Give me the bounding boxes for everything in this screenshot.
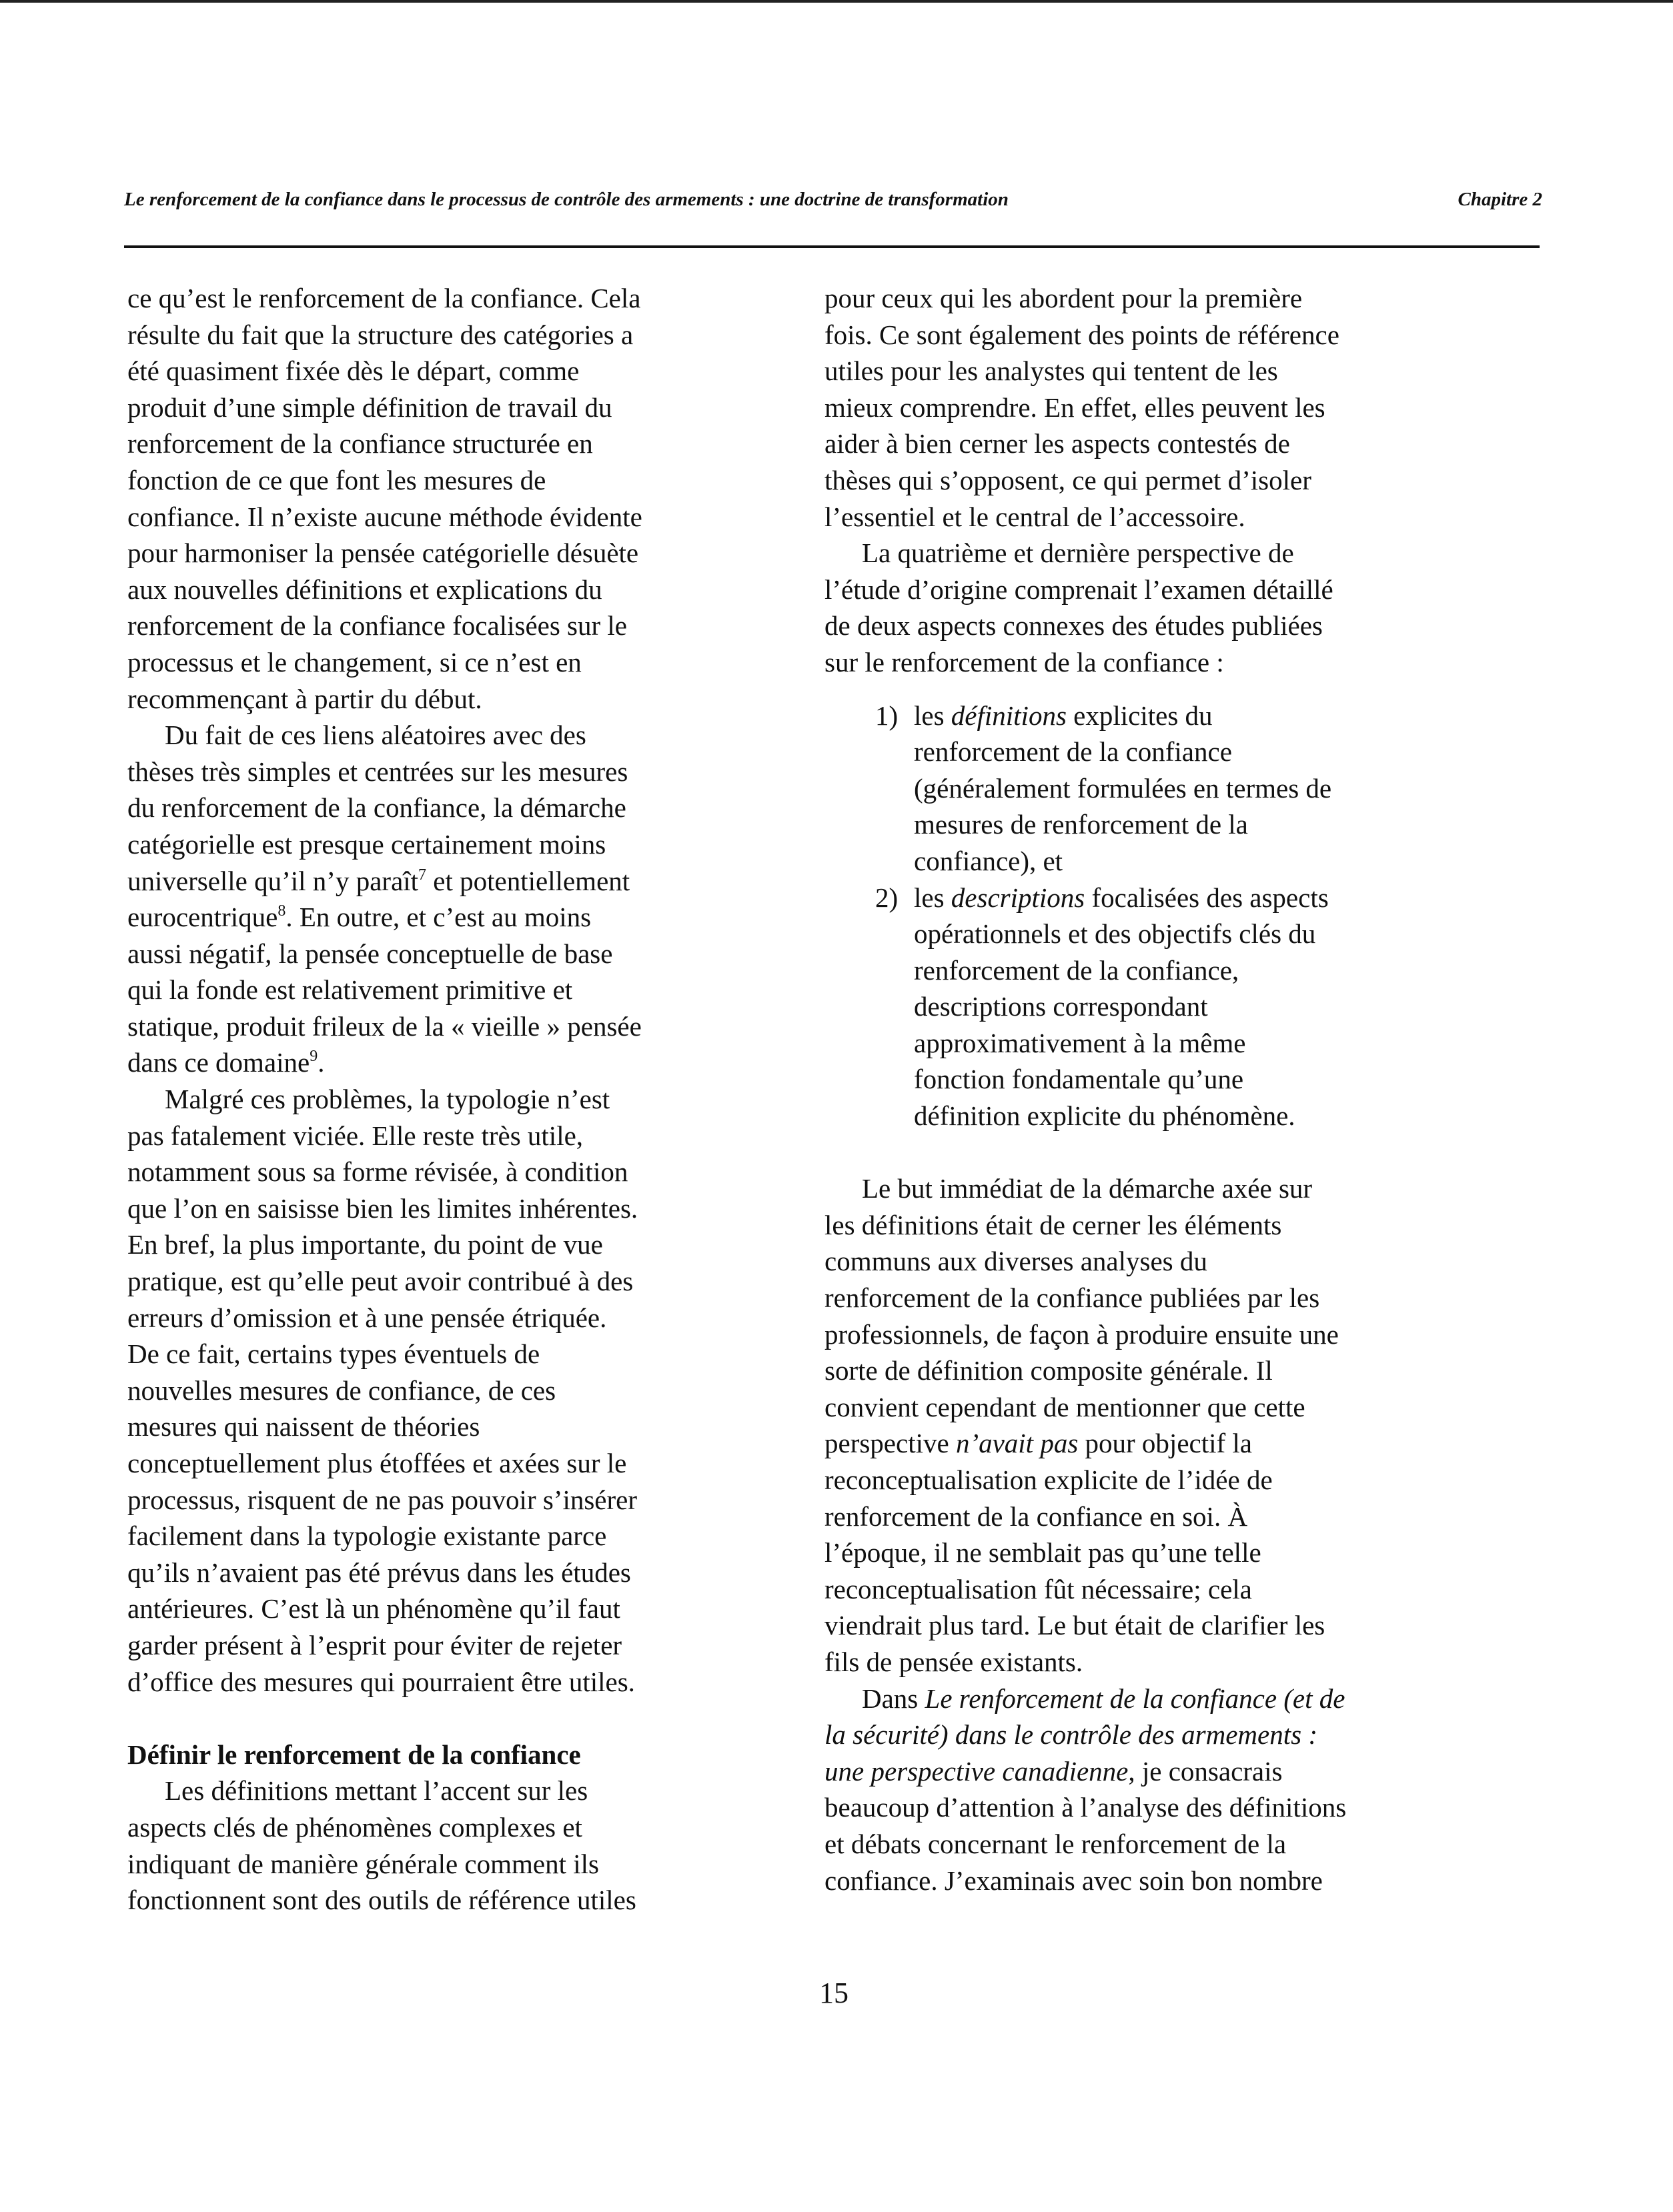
text-line: mesures de renforcement de la: [914, 809, 1248, 840]
text-line: convient cependant de mentionner que cette: [824, 1391, 1305, 1422]
spacer: [127, 1700, 734, 1737]
text-line: ce qu’est le renforcement de la confiance. Cela: [127, 283, 641, 313]
text-span: pour objectif la: [1078, 1428, 1252, 1459]
text-line: fois. Ce sont également des points de référence: [824, 319, 1339, 350]
text-line: résulte du fait que la structure des catégories a: [127, 319, 634, 350]
text-line: antérieures. C’est là un phénomène qu’il faut: [127, 1593, 620, 1624]
paragraph: [127, 280, 734, 717]
text-line: confiance. J’examinais avec soin bon nombre: [824, 1865, 1323, 1896]
text-line: été quasiment fixée dès le départ, comme: [127, 355, 580, 387]
list-item: [824, 880, 1452, 1134]
text-span: eurocentrique: [127, 902, 278, 933]
text-span: universelle qu’il n’y paraît: [127, 865, 419, 896]
text-line: sorte de définition composite générale. Il: [824, 1355, 1273, 1386]
text-line: descriptions correspondant: [914, 991, 1208, 1022]
running-header-title: Le renforcement de la confiance dans le processus de contrôle des armements : une doctrine de transformation: [124, 189, 1009, 210]
text-line: Malgré ces problèmes, la typologie n’est: [165, 1084, 610, 1115]
text-line: [914, 698, 1452, 734]
emphasis: une perspective canadienne: [824, 1755, 1129, 1787]
text-line: recommençant à partir du début.: [127, 683, 482, 714]
text-line: [127, 899, 734, 936]
text-line: aux nouvelles définitions et explications du: [127, 574, 602, 605]
scan-edge-line: [0, 0, 1673, 3]
text-line: l’essentiel et le central de l’accessoire.: [824, 501, 1245, 532]
running-header: [124, 185, 1540, 218]
text-line: sur le renforcement de la confiance :: [824, 646, 1224, 678]
text-line: fonction fondamentale qu’une: [914, 1064, 1244, 1095]
paragraph: [127, 717, 734, 1081]
text-line: fils de pensée existants.: [824, 1646, 1083, 1677]
paragraph: [824, 280, 1452, 535]
paragraph: [824, 535, 1452, 680]
header-rule: [124, 245, 1540, 248]
text-line: renforcement de la confiance publiées par les: [824, 1282, 1320, 1314]
text-line: facilement dans la typologie existante parce: [127, 1520, 607, 1552]
text-line: pour ceux qui les abordent pour la première: [824, 283, 1303, 313]
spacer: [824, 1134, 1452, 1171]
text-line: renforcement de la confiance en soi. À: [824, 1500, 1248, 1532]
text-line: pour harmoniser la pensée catégorielle désuète: [127, 537, 639, 569]
text-span: . En outre, et c’est au moins: [286, 902, 592, 933]
text-line: Les définitions mettant l’accent sur les: [165, 1775, 588, 1807]
text-line: confiance. Il n’existe aucune méthode évidente: [127, 501, 642, 532]
text-line: [824, 1681, 1452, 1717]
text-line: produit d’une simple définition de travail du: [127, 391, 612, 423]
text-line: processus, risquent de ne pas pouvoir s’insérer: [127, 1484, 638, 1515]
left-column: [127, 280, 734, 1919]
text-line: renforcement de la confiance,: [914, 954, 1239, 986]
emphasis: la sécurité) dans le contrôle des armements :: [824, 1719, 1317, 1751]
text-line: notamment sous sa forme révisée, à condition: [127, 1156, 628, 1188]
text-span: et potentiellement: [426, 865, 630, 896]
text-line: d’office des mesures qui pourraient être utiles.: [127, 1666, 635, 1697]
emphasis: définitions: [951, 700, 1067, 731]
paragraph: [127, 1081, 734, 1700]
text-line: renforcement de la confiance focalisées sur le: [127, 610, 627, 642]
list-number: 1): [875, 700, 899, 731]
text-line: communs aux diverses analyses du: [824, 1246, 1207, 1277]
text-span: dans ce domaine: [127, 1047, 310, 1078]
text-span: les: [914, 700, 951, 731]
text-line: les définitions était de cerner les éléments: [824, 1209, 1282, 1240]
text-line: confiance), et: [914, 845, 1063, 876]
text-line: pratique, est qu’elle peut avoir contribué à des: [127, 1266, 634, 1297]
text-line: pas fatalement viciée. Elle reste très utile,: [127, 1120, 584, 1151]
text-line: viendrait plus tard. Le but était de clarifier les: [824, 1610, 1325, 1641]
text-line: définition explicite du phénomène.: [914, 1100, 1295, 1132]
text-line: thèses très simples et centrées sur les mesures: [127, 756, 628, 787]
text-line: de deux aspects connexes des études publiées: [824, 610, 1323, 642]
text-line: statique, produit frileux de la « vieille » pensée: [127, 1010, 642, 1042]
text-line: mieux comprendre. En effet, elles peuvent les: [824, 391, 1325, 423]
text-line: l’étude d’origine comprenait l’examen détaillé: [824, 574, 1333, 605]
text-line: Du fait de ces liens aléatoires avec des: [165, 720, 586, 751]
text-span: Dans: [862, 1683, 925, 1714]
text-line: qu’ils n’avaient pas été prévus dans les études: [127, 1556, 631, 1588]
text-line: [914, 880, 1452, 916]
text-line: En bref, la plus importante, du point de vue: [127, 1229, 603, 1260]
text-line: qui la fonde est relativement primitive et: [127, 974, 573, 1006]
text-line: fonction de ce que font les mesures de: [127, 464, 546, 495]
text-line: du renforcement de la confiance, la démarche: [127, 792, 626, 824]
text-line: processus et le changement, si ce n’est en: [127, 646, 582, 678]
text-line: opérationnels et des objectifs clés du: [914, 918, 1316, 950]
text-span: focalisées des aspects: [1085, 882, 1329, 913]
text-line: aider à bien cerner les aspects contestés de: [824, 428, 1290, 459]
text-line: indiquant de manière générale comment ils: [127, 1848, 599, 1879]
text-line: [824, 1717, 1452, 1753]
text-line: fonctionnent sont des outils de référence utiles: [127, 1885, 636, 1916]
text-line: beaucoup d’attention à l’analyse des définitions: [824, 1792, 1347, 1823]
text-line: garder présent à l’esprit pour éviter de rejeter: [127, 1629, 622, 1661]
text-line: aussi négatif, la pensée conceptuelle de base: [127, 938, 613, 969]
list-number: 2): [875, 882, 899, 913]
list-item: [824, 698, 1452, 880]
spacer: [824, 681, 1452, 698]
text-line: La quatrième et dernière perspective de: [862, 537, 1294, 569]
text-line: erreurs d’omission et à une pensée étriquée.: [127, 1302, 607, 1333]
text-span: .: [318, 1047, 325, 1078]
text-line: et débats concernant le renforcement de la: [824, 1828, 1287, 1859]
paragraph: [824, 1170, 1452, 1680]
emphasis: n’avait pas: [955, 1428, 1079, 1459]
section-heading: Définir le renforcement de la confiance: [127, 1739, 581, 1770]
text-line: Le but immédiat de la démarche axée sur: [862, 1173, 1313, 1204]
text-line: thèses qui s’opposent, ce qui permet d’isoler: [824, 464, 1311, 495]
text-line: renforcement de la confiance structurée en: [127, 428, 593, 459]
text-line: l’époque, il ne semblait pas qu’une telle: [824, 1537, 1261, 1568]
text-line: (généralement formulées en termes de: [914, 772, 1332, 804]
right-column: [824, 280, 1452, 1899]
text-line: mesures qui naissent de théories: [127, 1411, 480, 1442]
text-span: , je consacrais: [1128, 1755, 1283, 1787]
text-line: [127, 1044, 734, 1081]
text-line: que l’on en saisisse bien les limites inhérentes.: [127, 1192, 638, 1224]
text-line: nouvelles mesures de confiance, de ces: [127, 1374, 556, 1406]
text-span: perspective: [824, 1428, 956, 1459]
text-span: explicites du: [1066, 700, 1213, 731]
text-line: [824, 1753, 1452, 1790]
text-line: catégorielle est presque certainement moins: [127, 828, 606, 860]
text-line: reconceptualisation fût nécessaire; cela: [824, 1573, 1252, 1604]
text-line: professionnels, de façon à produire ensuite une: [824, 1318, 1339, 1350]
footnote-ref: 8: [277, 902, 286, 920]
text-line: approximativement à la même: [914, 1027, 1246, 1058]
text-line: utiles pour les analystes qui tentent de les: [824, 355, 1278, 387]
text-line: conceptuellement plus étoffées et axées sur le: [127, 1448, 627, 1478]
emphasis: descriptions: [951, 882, 1085, 913]
paragraph: [127, 1773, 734, 1918]
text-span: les: [914, 882, 951, 913]
text-line: [127, 863, 734, 900]
footnote-ref: 7: [418, 866, 427, 884]
page-number: 15: [819, 1977, 849, 2009]
text-line: [824, 1425, 1452, 1462]
paragraph: [824, 1681, 1452, 1899]
footnote-ref: 9: [310, 1048, 318, 1066]
text-line: reconceptualisation explicite de l’idée de: [824, 1464, 1273, 1495]
text-line: aspects clés de phénomènes complexes et: [127, 1811, 582, 1843]
text-line: renforcement de la confiance: [914, 736, 1232, 768]
running-header-chapter: Chapitre 2: [1458, 189, 1542, 210]
emphasis: Le renforcement de la confiance (et de: [925, 1683, 1345, 1714]
text-line: De ce fait, certains types éventuels de: [127, 1338, 540, 1370]
